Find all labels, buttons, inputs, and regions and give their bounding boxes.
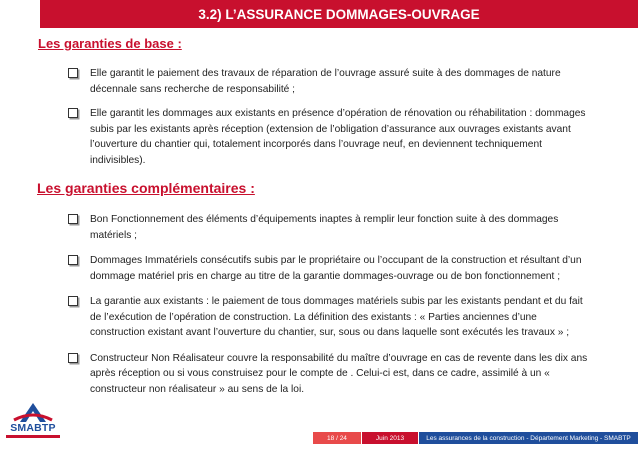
list-item [68, 294, 594, 341]
checkbox-bullet-icon [68, 108, 78, 118]
smabtp-logo [6, 400, 60, 448]
slide-title: 3.2) L’ASSURANCE DOMMAGES-OUVRAGE [198, 6, 480, 22]
logo-text: SMABTP [10, 422, 56, 434]
checkbox-bullet-icon [68, 353, 78, 363]
footer-date [362, 432, 418, 444]
list-item-text: Elle garantit le paiement des travaux de réparation de l’ouvrage assuré suite à des dommages de nature décennale sans recherche de responsabilité ; [90, 68, 561, 95]
list-item [68, 106, 594, 168]
complementary-guarantees-list [68, 212, 594, 397]
section-heading-base: Les garanties de base : [38, 36, 182, 51]
list-item [68, 351, 594, 398]
list-item [68, 212, 594, 243]
logo-underline [6, 435, 60, 438]
checkbox-bullet-icon [68, 68, 78, 78]
list-item [68, 66, 594, 97]
footer-page-text: 18 / 24 [327, 434, 347, 442]
list-item-text: Dommages Immatériels consécutifs subis par le propriétaire ou l’occupant de la construction et résultant d’un dommage matériel pris en charge au titre de la garantie dommages-ouvrage ou de bon fonctionnement ; [90, 255, 582, 282]
checkbox-bullet-icon [68, 214, 78, 224]
slide-title-bar [40, 0, 638, 28]
smabtp-emblem-icon [6, 400, 60, 424]
footer-page-number [313, 432, 361, 444]
list-item-text: Constructeur Non Réalisateur couvre la responsabilité du maître d’ouvrage en cas de revente dans les dix ans après réception ou si vous construisez pour le compte de . Celui-ci est, dans ce cadre, assimilé à un « constructeur non réalisateur » au sens de la loi. [90, 352, 588, 395]
footer-date-text: Juin 2013 [375, 434, 405, 442]
list-item-text: Elle garantit les dommages aux existants en présence d’opération de rénovation ou réhabilitation : dommages subis par les existants après réception (extension de l’obligation d’assurance aux ouvrages existants avant l’ouverture du chantier qui, totalement incorporés dans l’ouvrage neuf, en deviennent techniquement indivisibles). [90, 108, 586, 166]
checkbox-bullet-icon [68, 255, 78, 265]
list-item-text: Bon Fonctionnement des éléments d’équipements inaptes à remplir leur fonction suite à des dommages matériels ; [90, 214, 559, 241]
section-heading-complementary: Les garanties complémentaires : [37, 180, 255, 196]
list-item-text: La garantie aux existants : le paiement de tous dommages matériels subis par les existants pendant et du fait de l’exécution de l’opération de construction. La définition des existants : « Parties anciennes d’une construction existant avant l’ouverture du chantier, sur, sous ou dans laquelle sont exécutés les travaux » ; [90, 296, 583, 338]
checkbox-bullet-icon [68, 296, 78, 306]
footer-title [419, 432, 638, 444]
base-guarantees-list [68, 66, 594, 168]
list-item [68, 253, 594, 284]
footer-title-text: Les assurances de la construction - Département Marketing - SMABTP [426, 434, 631, 442]
